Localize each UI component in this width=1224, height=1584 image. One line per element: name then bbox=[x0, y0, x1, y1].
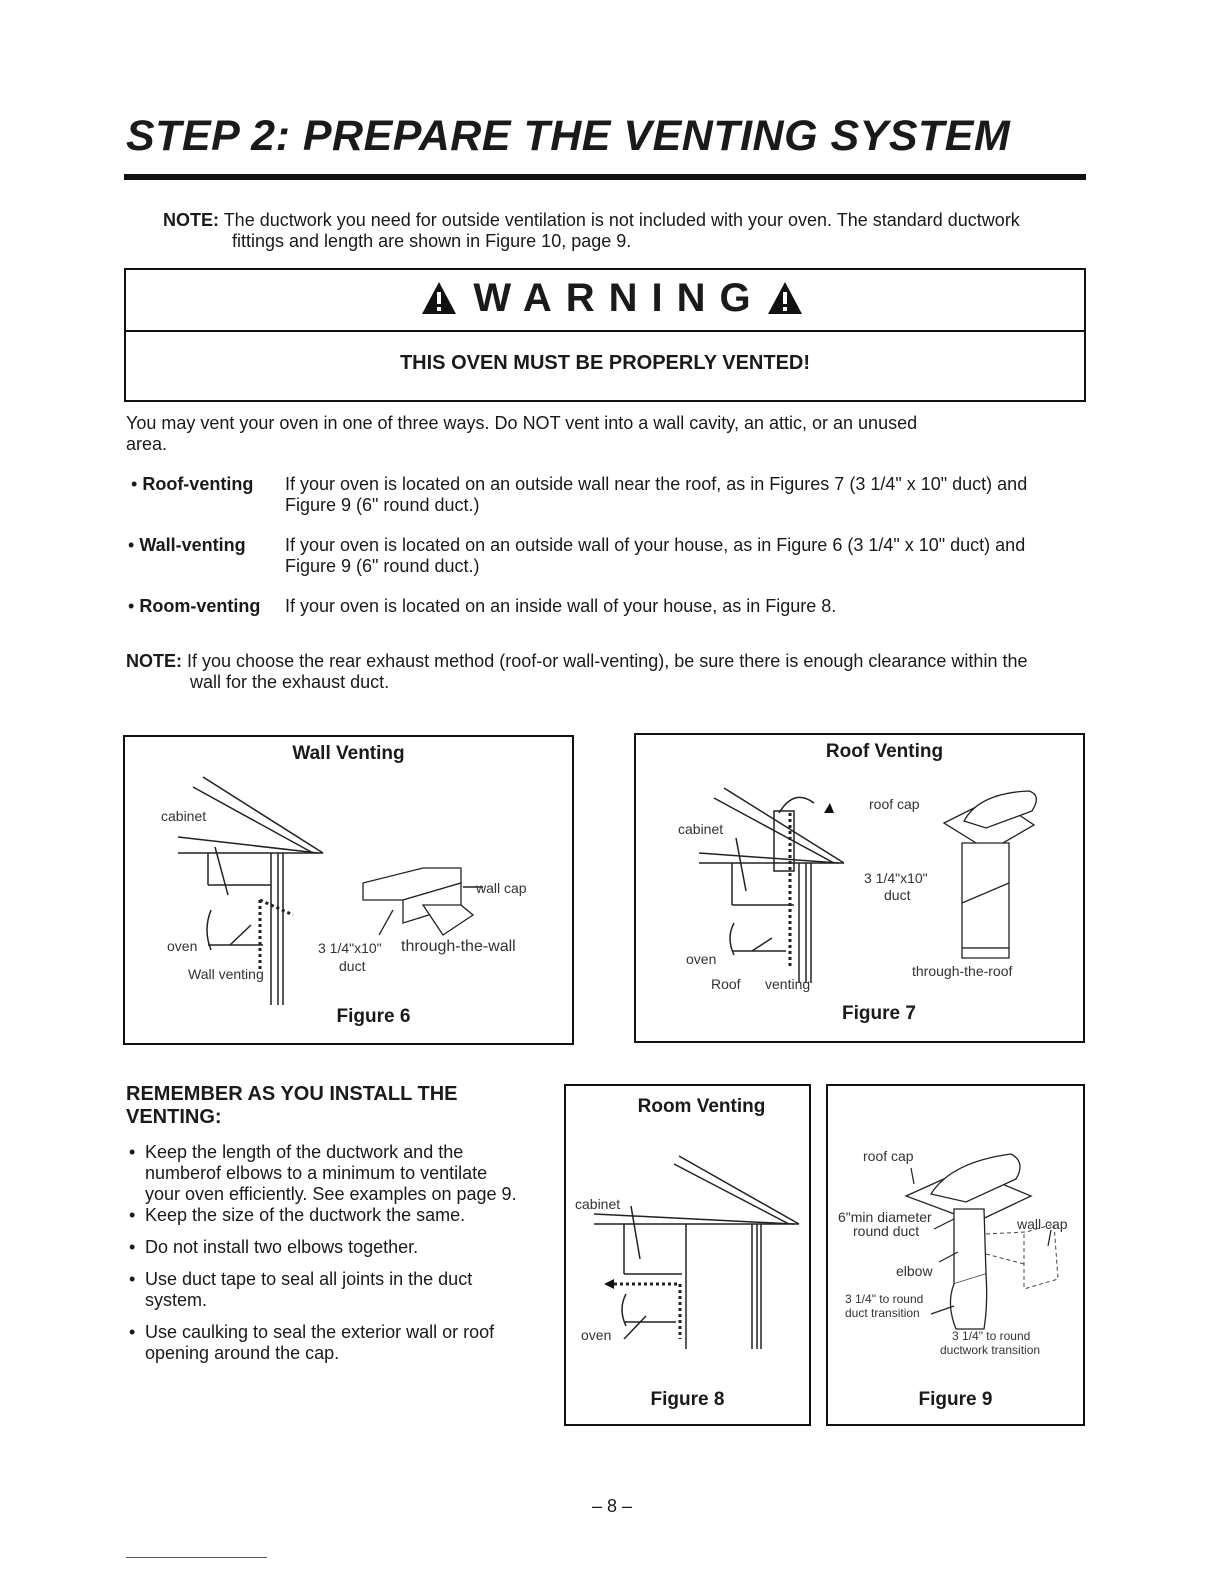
remember-item-1 bbox=[145, 1142, 517, 1205]
note2-line2: wall for the exhaust duct. bbox=[190, 672, 390, 692]
intro-line1: You may vent your oven in one of three ways. Do NOT vent into a wall cavity, an attic, or an unused bbox=[126, 413, 918, 433]
remember-item-line: numberof elbows to a minimum to ventilate bbox=[145, 1163, 488, 1183]
remember-item-line: opening around the cap. bbox=[145, 1343, 340, 1363]
bullet: • bbox=[128, 535, 135, 555]
intro-line2: area. bbox=[126, 434, 168, 454]
fig7-duct-size-label: 3 1/4"x10" bbox=[864, 870, 928, 886]
figure6-caption: Figure 6 bbox=[336, 1006, 411, 1027]
fig9-transition-b1: 3 1/4" to round bbox=[952, 1329, 1031, 1343]
fig7-through-label: through-the-roof bbox=[912, 963, 1013, 979]
figure8-caption: Figure 8 bbox=[650, 1389, 725, 1410]
remember-item-4 bbox=[145, 1269, 472, 1311]
warning-divider bbox=[124, 330, 1086, 332]
remember-bullet: • bbox=[129, 1269, 136, 1289]
bullet: • bbox=[128, 596, 135, 616]
note2 bbox=[126, 651, 1027, 672]
method-wall-desc2: Figure 9 (6" round duct.) bbox=[285, 556, 480, 576]
remember-item-line: system. bbox=[145, 1290, 208, 1310]
figure6-title: Wall Venting bbox=[292, 743, 405, 764]
fig7-oven-label: oven bbox=[686, 951, 717, 967]
note-label: NOTE: bbox=[163, 210, 219, 230]
fig6-wall-venting-label: Wall venting bbox=[188, 966, 264, 982]
page-title: STEP 2: PREPARE THE VENTING SYSTEM bbox=[126, 112, 1011, 160]
remember-item-5 bbox=[145, 1322, 494, 1364]
fig9-min-diameter-label: 6"min diameter bbox=[838, 1209, 932, 1225]
note1 bbox=[163, 210, 1020, 231]
fig6-wall-cap-label: wall cap bbox=[476, 880, 527, 896]
fig6-oven-label: oven bbox=[167, 938, 198, 954]
remember-bullet: • bbox=[129, 1237, 136, 1257]
remember-bullet: • bbox=[129, 1205, 136, 1225]
bullet: • bbox=[131, 474, 138, 494]
method-wall-desc1: If your oven is located on an outside wall of your house, as in Figure 6 (3 1/4" x 10" duct) and bbox=[285, 535, 1026, 555]
fig9-wall-cap-label: wall cap bbox=[1017, 1216, 1068, 1232]
remember-heading-line1: REMEMBER AS YOU INSTALL THE bbox=[126, 1083, 458, 1105]
page-number: – 8 – bbox=[591, 1496, 633, 1516]
method-term: Wall-venting bbox=[139, 535, 246, 555]
method-wall bbox=[128, 535, 246, 556]
fig9-transition-a1: 3 1/4" to round bbox=[845, 1292, 924, 1306]
figure7-title: Roof Venting bbox=[825, 741, 944, 762]
figure7-caption: Figure 7 bbox=[842, 1003, 916, 1024]
note1-line2: fittings and length are shown in Figure 10, page 9. bbox=[232, 231, 632, 251]
method-room-desc1: If your oven is located on an inside wall of your house, as in Figure 8. bbox=[285, 596, 837, 616]
note-text: If you choose the rear exhaust method (roof-or wall-venting), be sure there is enough clearance within the bbox=[187, 651, 1028, 671]
figure9-caption: Figure 9 bbox=[918, 1389, 993, 1410]
title-rule bbox=[124, 174, 1086, 180]
method-term: Room-venting bbox=[139, 596, 261, 616]
fig7-roof-label: Roof bbox=[711, 976, 741, 992]
method-roof bbox=[131, 474, 253, 495]
fig9-transition-b2: ductwork transition bbox=[940, 1343, 1041, 1357]
fig9-elbow-label: elbow bbox=[896, 1263, 933, 1279]
fig7-cabinet-label: cabinet bbox=[678, 821, 724, 837]
warning-message: THIS OVEN MUST BE PROPERLY VENTED! bbox=[399, 352, 811, 374]
figure8-title: Room Venting bbox=[637, 1096, 766, 1117]
warning-icon-left bbox=[421, 281, 457, 315]
note-label: NOTE: bbox=[126, 651, 182, 671]
method-roof-desc1: If your oven is located on an outside wall near the roof, as in Figures 7 (3 1/4" x 10" duct) and bbox=[285, 474, 1028, 494]
fig9-transition-a2: duct transition bbox=[845, 1306, 920, 1320]
remember-bullet: • bbox=[129, 1322, 136, 1342]
figure9-drawing bbox=[826, 1084, 1085, 1426]
remember-item-line: Keep the length of the ductwork and the bbox=[145, 1142, 464, 1162]
fig8-oven-label: oven bbox=[581, 1327, 612, 1343]
method-term: Roof-venting bbox=[142, 474, 254, 494]
fig7-roof-cap-label: roof cap bbox=[869, 796, 920, 812]
remember-heading-line2: VENTING: bbox=[126, 1106, 222, 1128]
warning-icon-right bbox=[767, 281, 803, 315]
fig6-duct-size-label: 3 1/4"x10" bbox=[318, 940, 382, 956]
remember-item-3: Do not install two elbows together. bbox=[145, 1237, 419, 1257]
note-text: The ductwork you need for outside ventilation is not included with your oven. The standard ductwork bbox=[223, 210, 1020, 230]
fig7-duct-label: duct bbox=[884, 887, 911, 903]
warning-word: WARNING bbox=[473, 276, 765, 320]
warning-heading bbox=[0, 276, 1224, 321]
figure8-drawing bbox=[564, 1084, 811, 1426]
footer-rule bbox=[126, 1557, 267, 1558]
remember-item-2: Keep the size of the ductwork the same. bbox=[145, 1205, 466, 1225]
fig6-through-label: through-the-wall bbox=[401, 938, 516, 955]
remember-bullet: • bbox=[129, 1142, 136, 1162]
fig9-round-duct-label: round duct bbox=[853, 1223, 920, 1239]
fig9-roof-cap-label: roof cap bbox=[863, 1148, 914, 1164]
remember-item-line: Use duct tape to seal all joints in the duct bbox=[145, 1269, 473, 1289]
fig6-cabinet-label: cabinet bbox=[161, 808, 207, 824]
remember-heading bbox=[126, 1083, 458, 1129]
remember-item-line: Use caulking to seal the exterior wall or roof bbox=[145, 1322, 495, 1342]
fig7-venting-label: venting bbox=[765, 976, 811, 992]
fig6-duct-label: duct bbox=[339, 958, 366, 974]
method-room bbox=[128, 596, 260, 617]
figure7-drawing bbox=[634, 733, 1085, 1043]
fig8-cabinet-label: cabinet bbox=[575, 1196, 621, 1212]
method-roof-desc2: Figure 9 (6" round duct.) bbox=[285, 495, 480, 515]
remember-item-line: your oven efficiently. See examples on page 9. bbox=[145, 1184, 517, 1204]
